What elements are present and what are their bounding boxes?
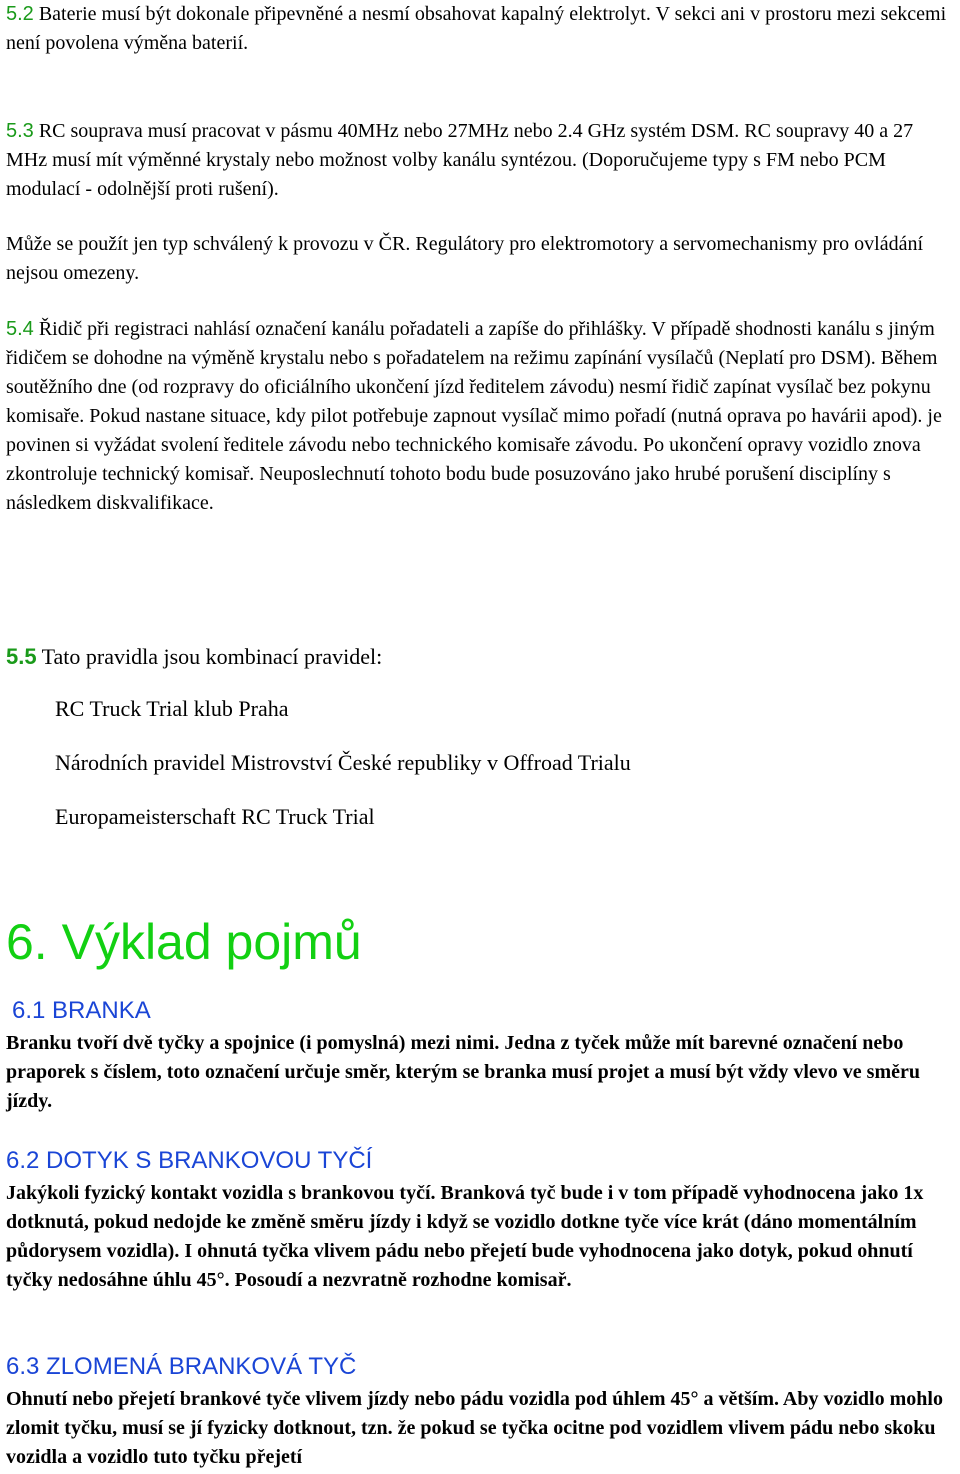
subsection-heading-6-3 <box>6 1353 356 1381</box>
source-rule-2: Národních pravidel Mistrovství České republiky v Offroad Trialu <box>55 750 631 775</box>
source-rule-1: RC Truck Trial klub Praha <box>55 696 289 721</box>
definition-6-3: Ohnutí nebo přejetí brankové tyče vlivem jízdy nebo pádu vozidla pod úhlem 45° a větším. Aby vozidlo mohlo zlomit tyčku, musí se jí fyzicky dotknout, tzn. že pokud se tyčka ocitne pod vozidlem vlivem pádu nebo skoku vozidla a vozidlo tuto tyčku přejetí <box>6 1388 943 1468</box>
subsection-number: 6.3 <box>6 1353 40 1380</box>
paragraph-5-4 <box>6 315 956 518</box>
paragraph-5-2 <box>6 0 956 58</box>
definition-6-2: Jakýkoli fyzický kontakt vozidla s brankovou tyčí. Branková tyč bude i v tom případě vyhodnocena jako 1x dotknutá, pokud nedojde ke změně směru jízdy i když se vozidlo dotkne tyče více krát (dáno momentálním půdorysem vozidla). I ohnutá tyčka vlivem pádu nebo přejetí bude vyhodnocena jako dotyk, pokud ohnutí tyčky nedosáhne úhlu 45°. Posoudí a nezvratně rozhodne komisař. <box>6 1182 924 1291</box>
paragraph-number: 5.3 <box>6 120 34 142</box>
paragraph-number: 5.4 <box>6 318 34 340</box>
section-heading: 6. Výklad pojmů <box>6 914 362 970</box>
paragraph-number: 5.2 <box>6 3 34 25</box>
subsection-title: DOTYK S BRANKOVOU TYČÍ <box>46 1147 373 1174</box>
definition-6-1: Branku tvoří dvě tyčky a spojnice (i pomyslná) mezi nimi. Jedna z tyček může mít barevné označení nebo praporek s číslem, toto označení určuje směr, kterým se branka musí projet a musí být vždy vlevo ve směru jízdy. <box>6 1032 920 1112</box>
paragraph-text: Může se použít jen typ schválený k provozu v ČR. Regulátory pro elektromotory a servomechanismy pro ovládání nejsou omezeny. <box>6 233 924 284</box>
paragraph-number: 5.5 <box>6 644 37 669</box>
paragraph-5-3 <box>6 117 958 204</box>
paragraph-5-5 <box>6 642 946 673</box>
subsection-heading-6-2 <box>6 1147 372 1175</box>
paragraph-text: RC souprava musí pracovat v pásmu 40MHz nebo 27MHz nebo 2.4 GHz systém DSM. RC soupravy 40 a 27 MHz musí mít výměnné krystaly nebo možnost volby kanálu syntézou. (Doporučujeme typy s FM nebo PCM modulací - odolnější proti rušení). <box>6 120 914 200</box>
subsection-heading-6-1 <box>12 997 151 1025</box>
paragraph-5-3-continued <box>6 230 946 288</box>
source-rule-3: Europameisterschaft RC Truck Trial <box>55 804 375 829</box>
subsection-title: BRANKA <box>52 997 151 1024</box>
subsection-number: 6.2 <box>6 1147 40 1174</box>
subsection-number: 6.1 <box>12 997 46 1024</box>
paragraph-text: Řidič při registraci nahlásí označení kanálu pořadateli a zapíše do přihlášky. V případě shodnosti kanálu s jiným řidičem se dohodne na výměně krystalu nebo s pořadatelem na režimu zapínání vysílačů (Neplatí pro DSM). Během soutěžního dne (od rozpravy do oficiálního ukončení jízd ředitelem závodu) nesmí řidič zapínat vysílač bez pokynu komisaře. Pokud nastane situace, kdy pilot potřebuje zapnout vysílač mimo pořadí (nutná oprava po havárii apod). je povinen si vyžádat svolení ředitele závodu nebo technického komisaře závodu. Po ukončení opravy vozidlo znova zkontroluje technický komisař. Neuposlechnutí tohoto bodu bude posuzováno jako hrubé porušení disciplíny s následkem diskvalifikace. <box>6 318 942 514</box>
paragraph-text: Tato pravidla jsou kombinací pravidel: <box>41 644 383 669</box>
subsection-title: ZLOMENÁ BRANKOVÁ TYČ <box>46 1353 357 1380</box>
paragraph-text: Baterie musí být dokonale připevněné a nesmí obsahovat kapalný elektrolyt. V sekci ani v prostoru mezi sekcemi není povolena výměna baterií. <box>6 3 947 54</box>
